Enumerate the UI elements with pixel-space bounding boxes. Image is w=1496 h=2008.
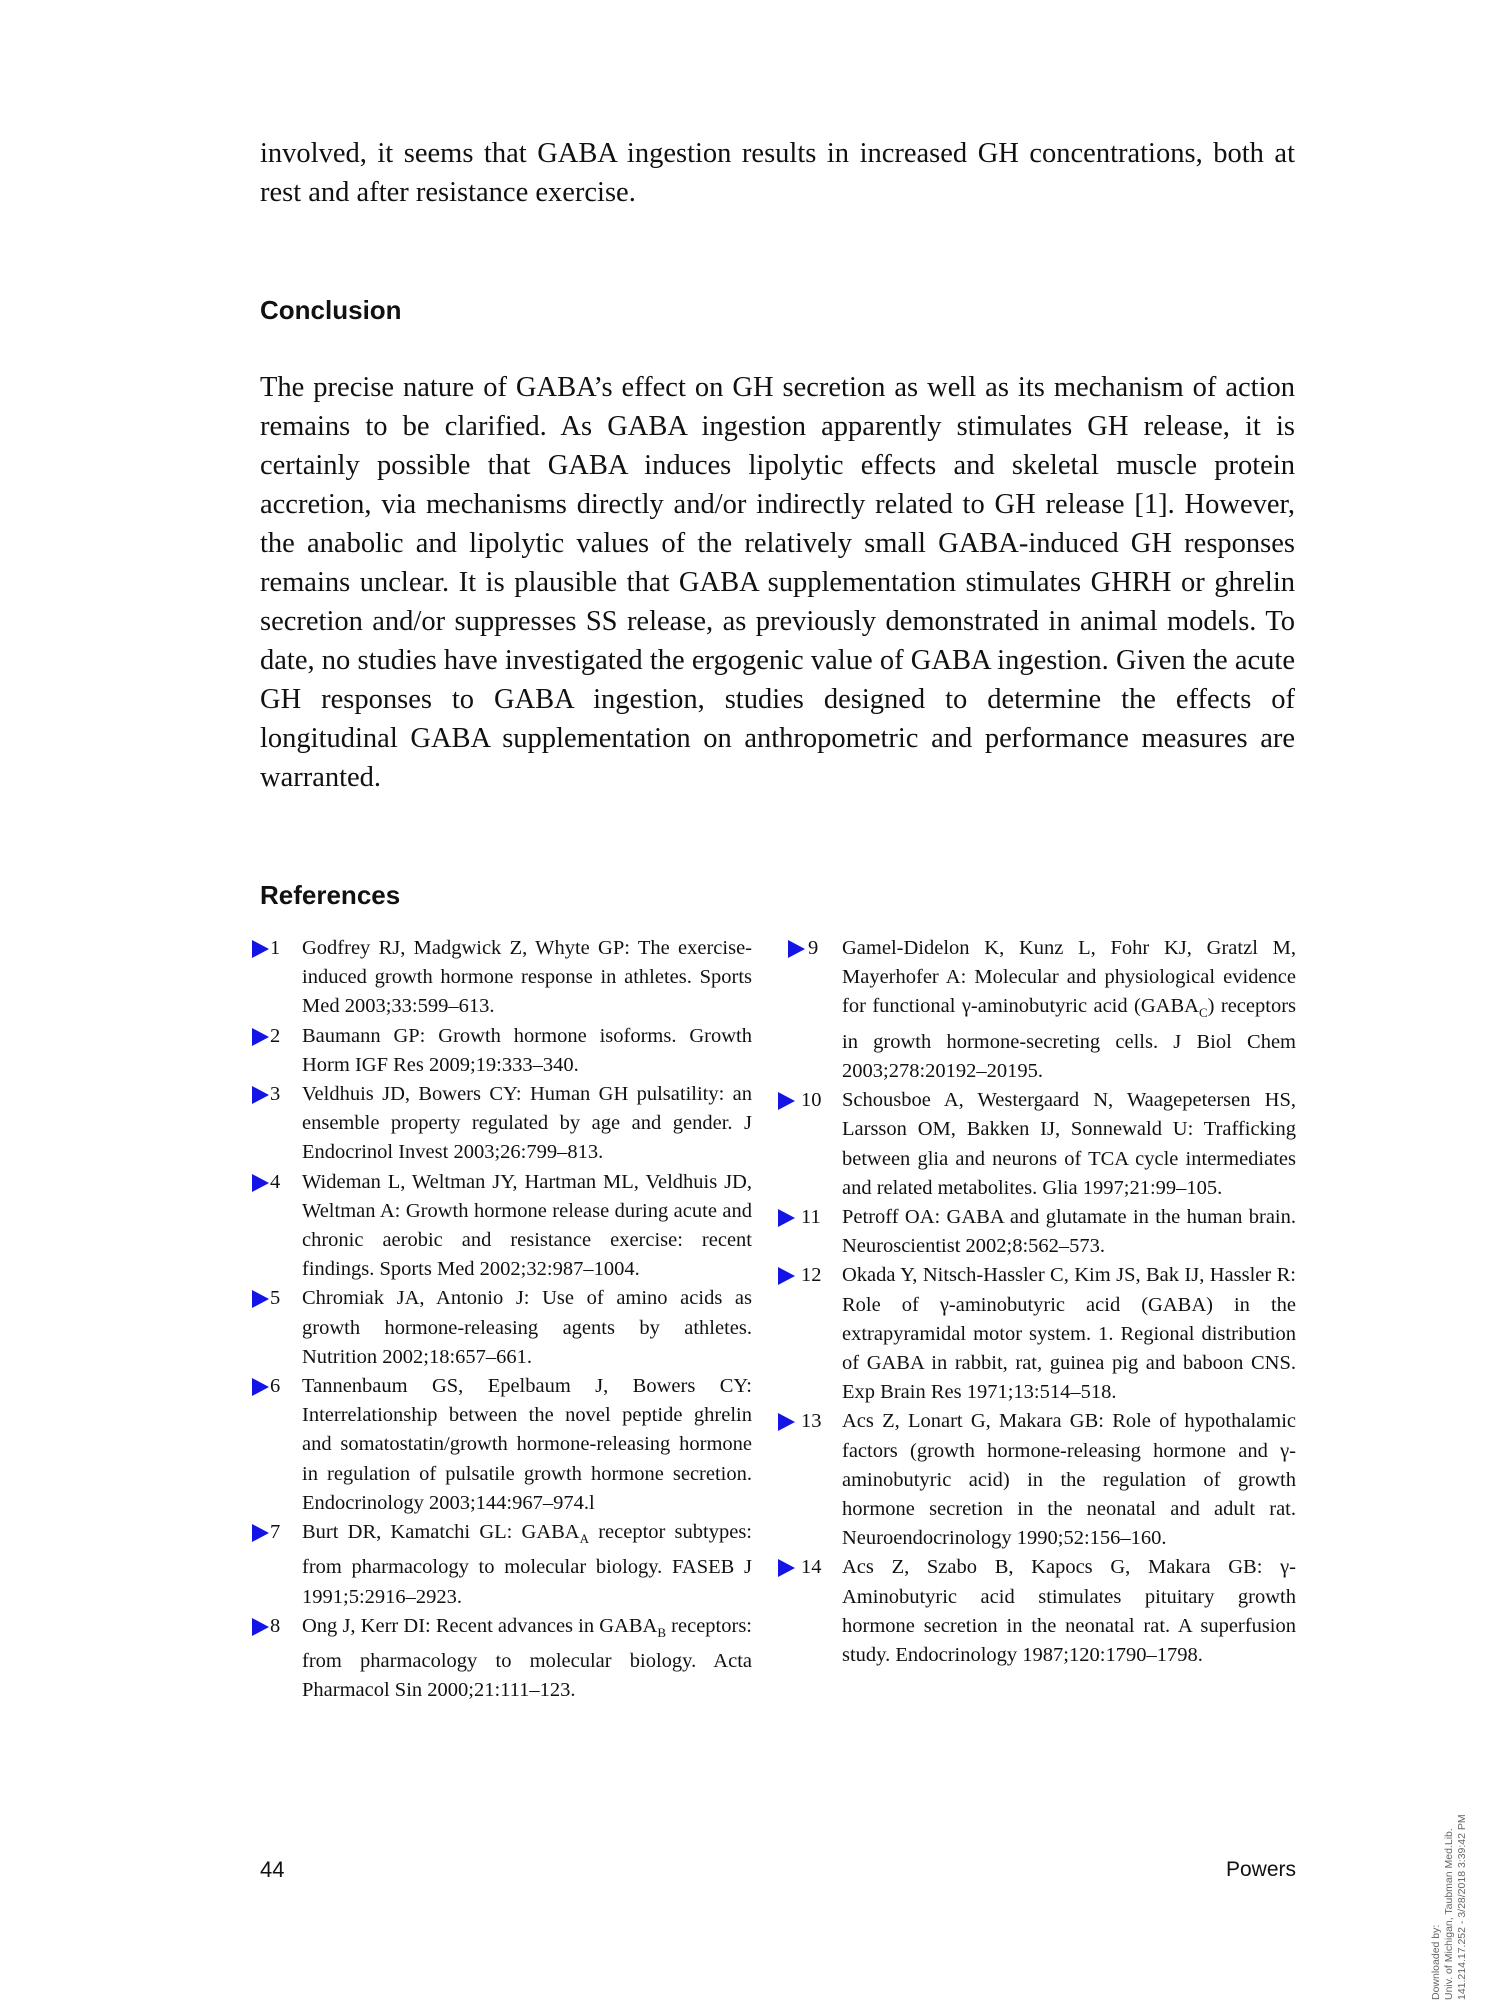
- reference-2: [252, 1022, 752, 1080]
- reference-text: Acs Z, Szabo B, Kapocs G, Makara GB: γ-Aminobutyric acid stimulates pituitary growth hormone secretion in the neonatal rat. A superfusion study. Endocrinology 1987;120:1790–1798.: [842, 1556, 1296, 1666]
- reference-text: Okada Y, Nitsch-Hassler C, Kim JS, Bak IJ, Hassler R: Role of γ-aminobutyric acid (GABA) in the extrapyramidal motor system. 1. Regional distribution of GABA in rabbit, rat, guinea pig and baboon CNS. Exp Brain Res 1971;13:514–518.: [842, 1264, 1296, 1404]
- arrow-link-icon[interactable]: [778, 1413, 795, 1431]
- reference-text: Ong J, Kerr DI: Recent advances in $GABA_B$ receptors: from pharmacology to molecular biology. Acta Pharmacol Sin 2000;21:111–123.: [302, 1614, 752, 1702]
- reference-14: [784, 1553, 1296, 1670]
- page-number: 44: [260, 1857, 285, 1882]
- reference-9: [784, 934, 1296, 1086]
- reference-text: Petroff OA: GABA and glutamate in the human brain. Neuroscientist 2002;8:562–573.: [842, 1205, 1296, 1258]
- reference-7: [252, 1518, 752, 1612]
- arrow-link-icon[interactable]: [252, 1290, 269, 1308]
- download-stamp: [1430, 1814, 1469, 2000]
- conclusion-heading: Conclusion: [260, 295, 402, 325]
- reference-link-11[interactable]: 11: [784, 1203, 828, 1232]
- arrow-link-icon[interactable]: [252, 940, 269, 958]
- reference-text: Gamel-Didelon K, Kunz L, Fohr KJ, Gratzl M, Mayerhofer A: Molecular and physiological evidence for functional γ-aminobutyric acid $(GABA_C)$ receptors in growth hormone-secreting cells. J Biol Chem 2003;278:20192–20195.: [842, 937, 1296, 1082]
- arrow-link-icon[interactable]: [252, 1174, 269, 1192]
- running-head: Powers: [1225, 1858, 1296, 1881]
- reference-link-14[interactable]: 14: [784, 1553, 828, 1582]
- reference-text: Chromiak JA, Antonio J: Use of amino acids as growth hormone-releasing agents by athletes. Nutrition 2002;18:657–661.: [302, 1287, 752, 1368]
- arrow-link-icon[interactable]: [778, 1267, 795, 1285]
- reference-text: Burt DR, Kamatchi GL: $GABA_A$ receptor subtypes: from pharmacology to molecular biology. FASEB J 1991;5:2916–2923.: [302, 1521, 752, 1608]
- arrow-link-icon[interactable]: [252, 1086, 269, 1104]
- arrow-link-icon[interactable]: [252, 1618, 269, 1636]
- reference-5: [252, 1284, 752, 1372]
- arrow-link-icon[interactable]: [788, 940, 805, 958]
- reference-text: Schousboe A, Westergaard N, Waagepetersen HS, Larsson OM, Bakken IJ, Sonnewald U: Trafficking between glia and neurons of TCA cycle intermediates and related metabolites. Glia 1997;21:99–105.: [842, 1089, 1296, 1199]
- download-stamp-line: Downloaded by:: [1430, 1924, 1442, 2000]
- reference-link-10[interactable]: 10: [784, 1086, 828, 1115]
- reference-link-12[interactable]: 12: [784, 1261, 828, 1290]
- intro-paragraph: involved, it seems that GABA ingestion results in increased GH concentrations, both at rest and after resistance exercise.: [260, 138, 1295, 208]
- reference-link-9[interactable]: 9: [784, 934, 828, 963]
- reference-link-7[interactable]: 7: [252, 1518, 296, 1547]
- reference-11: [784, 1203, 1296, 1261]
- reference-link-3[interactable]: 3: [252, 1080, 296, 1109]
- download-stamp-line: Univ. of Michigan, Taubman Med.Lib.: [1443, 1828, 1455, 2000]
- reference-text: Godfrey RJ, Madgwick Z, Whyte GP: The exercise-induced growth hormone response in athletes. Sports Med 2003;33:599–613.: [302, 937, 752, 1018]
- arrow-link-icon[interactable]: [778, 1209, 795, 1227]
- reference-text: Wideman L, Weltman JY, Hartman ML, Veldhuis JD, Weltman A: Growth hormone release during acute and chronic aerobic and resistance exercise: recent findings. Sports Med 2002;32:987–1004.: [302, 1170, 752, 1281]
- reference-link-2[interactable]: 2: [252, 1022, 296, 1051]
- reference-3: [252, 1080, 752, 1168]
- reference-13: [784, 1407, 1296, 1553]
- references-heading: References: [260, 880, 401, 910]
- reference-link-1[interactable]: 1: [252, 934, 296, 963]
- arrow-link-icon[interactable]: [778, 1092, 795, 1110]
- reference-text: Veldhuis JD, Bowers CY: Human GH pulsatility: an ensemble property regulated by age and gender. J Endocrinol Invest 2003;26:799–813.: [302, 1083, 752, 1164]
- reference-link-4[interactable]: 4: [252, 1168, 296, 1197]
- references-column-right: [784, 934, 1296, 1670]
- arrow-link-icon[interactable]: [252, 1378, 269, 1396]
- reference-1: [252, 934, 752, 1022]
- conclusion-paragraph: The precise nature of GABA’s effect on GH secretion as well as its mechanism of action remains to be clarified. As GABA ingestion apparently stimulates GH release, it is certainly possible that GABA induces lipolytic effects and skeletal muscle protein accretion, via mechanisms directly and/or indirectly related to GH release [1]. However, the anabolic and lipolytic values of the relatively small GABA-induced GH responses remains unclear. It is plausible that GABA supplementation stimulates GHRH or ghrelin secretion and/or suppresses SS release, as previously demonstrated in animal models. To date, no studies have investigated the ergogenic value of GABA ingestion. Given the acute GH responses to GABA ingestion, studies designed to determine the effects of longitudinal GABA supplementation on anthropometric and performance measures are warranted.: [260, 372, 1295, 793]
- reference-link-6[interactable]: 6: [252, 1372, 296, 1401]
- reference-text: Tannenbaum GS, Epelbaum J, Bowers CY: Interrelationship between the novel peptide ghrelin and somatostatin/growth hormone-releasing hormone in regulation of pulsatile growth hormone secretion. Endocrinology 2003;144:967–974.l: [302, 1375, 752, 1514]
- references-column-left: [252, 934, 752, 1705]
- download-stamp-line: 141.214.17.252 - 3/28/2018 3:39:42 PM: [1456, 1814, 1468, 2000]
- reference-link-8[interactable]: 8: [252, 1612, 296, 1641]
- reference-link-13[interactable]: 13: [784, 1407, 828, 1436]
- arrow-link-icon[interactable]: [252, 1028, 269, 1046]
- reference-text: Baumann GP: Growth hormone isoforms. Growth Horm IGF Res 2009;19:333–340.: [302, 1024, 752, 1076]
- reference-link-5[interactable]: 5: [252, 1284, 296, 1313]
- reference-12: [784, 1261, 1296, 1407]
- arrow-link-icon[interactable]: [778, 1559, 795, 1577]
- arrow-link-icon[interactable]: [252, 1524, 269, 1542]
- reference-4: [252, 1168, 752, 1285]
- reference-text: Acs Z, Lonart G, Makara GB: Role of hypothalamic factors (growth hormone-releasing hormone and γ-aminobutyric acid) in the regulation of growth hormone secretion in the neonatal and adult rat. Neuroendocrinology 1990;52:156–160.: [842, 1410, 1296, 1550]
- reference-10: [784, 1086, 1296, 1203]
- reference-6: [252, 1372, 752, 1518]
- reference-8: [252, 1612, 752, 1706]
